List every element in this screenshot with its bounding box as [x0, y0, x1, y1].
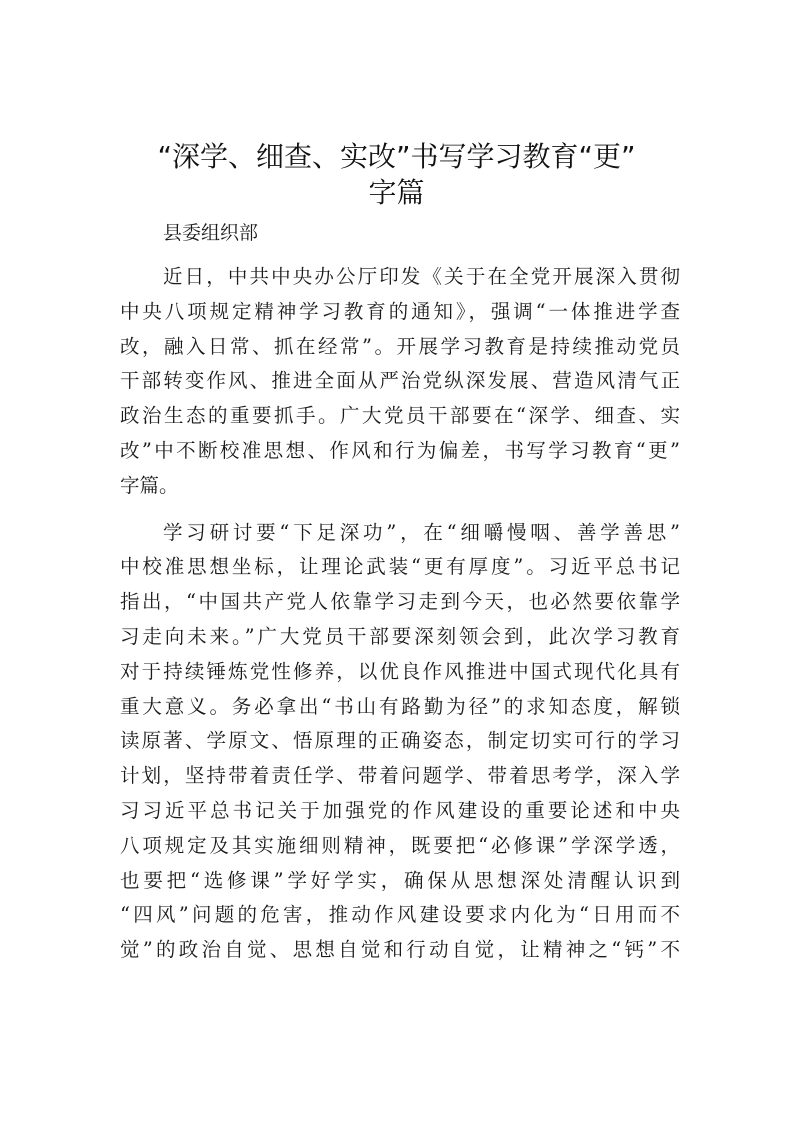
paragraph-line: 干部转变作风、推进全面从严治党纵深发展、营造风清气正	[120, 369, 680, 393]
paragraph-line: 改”中不断校准思想、作风和行为偏差，书写学习教育“更”	[120, 438, 680, 462]
paragraph-line: 也要把“选修课”学好学实，确保从思想深处清醒认识到	[120, 868, 680, 892]
paragraph-line: 习走向未来。”广大党员干部要深刻领会到，此次学习教育	[120, 624, 680, 648]
author-byline: 县委组织部	[163, 222, 259, 244]
paragraph-line: 中央八项规定精神学习教育的通知》，强调“一体推进学查	[120, 299, 680, 323]
paragraph-line: 学习研讨要“下足深功”，在“细嚼慢咽、善学善思”	[163, 520, 680, 544]
paragraph-1	[120, 260, 680, 504]
paragraph-line: 觉”的政治自觉、思想自觉和行动自觉，让精神之“钙”不	[120, 938, 680, 962]
document-title-line-1: “深学、细查、实改”书写学习教育“更”	[157, 140, 636, 173]
paragraph-line: 重大意义。务必拿出“书山有路勤为径”的求知态度，解锁	[120, 694, 680, 718]
paragraph-line: 习习近平总书记关于加强党的作风建设的重要论述和中央	[120, 798, 680, 822]
paragraph-line: 改，融入日常、抓在经常”。开展学习教育是持续推动党员	[120, 334, 680, 358]
paragraph-spacer	[120, 504, 680, 516]
document-title-line-2: 字篇	[368, 176, 425, 209]
paragraph-2	[120, 516, 680, 968]
paragraph-line: 计划，坚持带着责任学、带着问题学、带着思考学，深入学	[120, 764, 680, 788]
paragraph-line: 近日，中共中央办公厅印发《关于在全党开展深入贯彻	[163, 265, 680, 288]
paragraph-line: 字篇。	[120, 473, 179, 497]
paragraph-line: 对于持续锤炼党性修养，以优良作风推进中国式现代化具有	[120, 659, 680, 683]
paragraph-line: 指出，“中国共产党人依靠学习走到今天，也必然要依靠学	[120, 590, 680, 614]
paragraph-line: 中校准思想坐标，让理论武装“更有厚度”。习近平总书记	[120, 555, 680, 579]
article-body	[120, 260, 680, 968]
paragraph-line: 八项规定及其实施细则精神，既要把“必修课”学深学透，	[120, 833, 680, 857]
paragraph-line: 读原著、学原文、悟原理的正确姿态，制定切实可行的学习	[120, 729, 680, 753]
paragraph-line: “四风”问题的危害，推动作风建设要求内化为“日用而不	[120, 903, 680, 927]
paragraph-line: 政治生态的重要抓手。广大党员干部要在“深学、细查、实	[120, 404, 680, 428]
